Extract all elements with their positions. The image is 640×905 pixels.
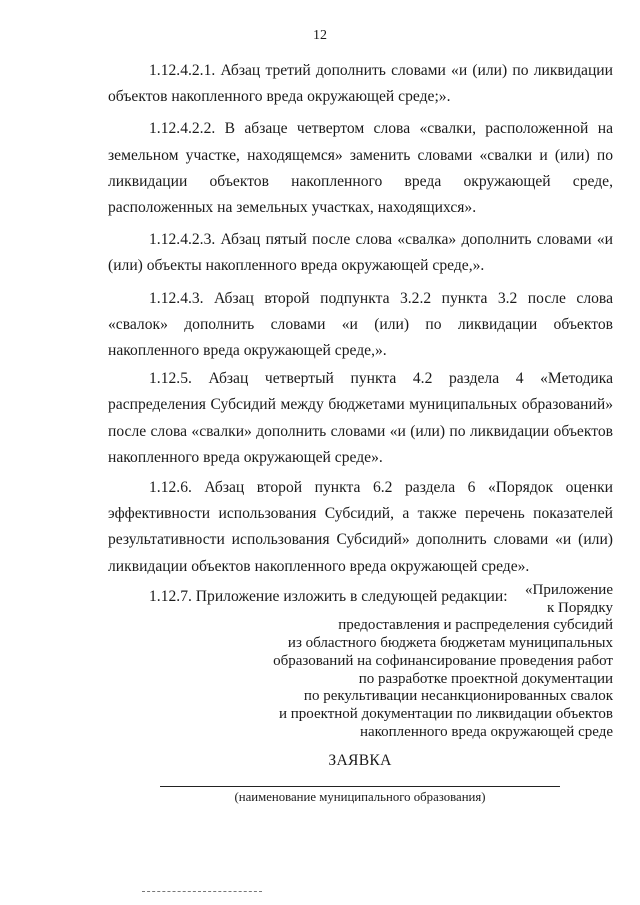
request-form-title: ЗАЯВКА: [328, 752, 392, 769]
appendix-heading: [255, 582, 613, 741]
paragraph-1-12-4-3: 1.12.4.3. Абзац второй подпункта 3.2.2 пункта 3.2 после слова «свалок» дополнить словами «и (или) по ликвидации объектов накопленного вреда окружающей среде,».: [108, 289, 613, 360]
paragraph-1-12-7: 1.12.7. Приложение изложить в следующей редакции:: [149, 587, 508, 605]
paragraph-1-12-5: 1.12.5. Абзац четвертый пункта 4.2 раздела 4 «Методика распределения Субсидий между бюджетами муниципальных образований» после слова «свалки» дополнить словами «и (или) по ликвидации объектов накопленного вреда окружающей среде».: [108, 370, 613, 466]
appendix-heading-line: предоставления и распределения субсидий: [338, 617, 613, 634]
appendix-heading-line: и проектной документации по ликвидации объектов: [278, 705, 613, 722]
document-body: [108, 58, 613, 610]
paragraph-1-12-4-2-3: 1.12.4.2.3. Абзац пятый после слова «свалка» дополнить словами «и (или) объекты накопленного вреда окружающей среде,».: [108, 231, 613, 275]
paragraph-1-12-4-2-1: 1.12.4.2.1. Абзац третий дополнить словами «и (или) по ликвидации объектов накопленного вреда окружающей среде;».: [108, 62, 613, 106]
appendix-heading-line: образований на софинансирование проведения работ: [273, 652, 613, 669]
appendix-heading-line: накопленного вреда окружающей среде: [359, 723, 613, 740]
municipality-name-line: [160, 786, 560, 787]
page-number: 12: [313, 28, 327, 43]
appendix-heading-line: к Порядку: [547, 599, 613, 616]
appendix-heading-line: по рекультивации несанкционированных свалок: [303, 688, 613, 705]
footer-divider: [142, 891, 262, 892]
paragraph-1-12-4-2-2: 1.12.4.2.2. В абзаце четвертом слова «свалки, расположенной на земельном участке, находящемся» заменить словами «свалки и (или) по ликвидации объектов накопленного вреда окружающей среде, расположенных на земельных участках, находящихся».: [108, 120, 613, 217]
appendix-heading-line: «Приложение: [524, 582, 613, 598]
appendix-heading-line: по разработке проектной документации: [358, 670, 613, 687]
municipality-name-caption: (наименование муниципального образования): [234, 790, 486, 804]
appendix-heading-line: из областного бюджета бюджетам муниципальных: [287, 635, 613, 652]
paragraph-1-12-6: 1.12.6. Абзац второй пункта 6.2 раздела 6 «Порядок оценки эффективности использования Субсидий, а также перечень показателей результативности использования Субсидий» дополнить словами «и (или) ликвидации объектов накопленного вреда окружающей среде».: [108, 479, 613, 575]
